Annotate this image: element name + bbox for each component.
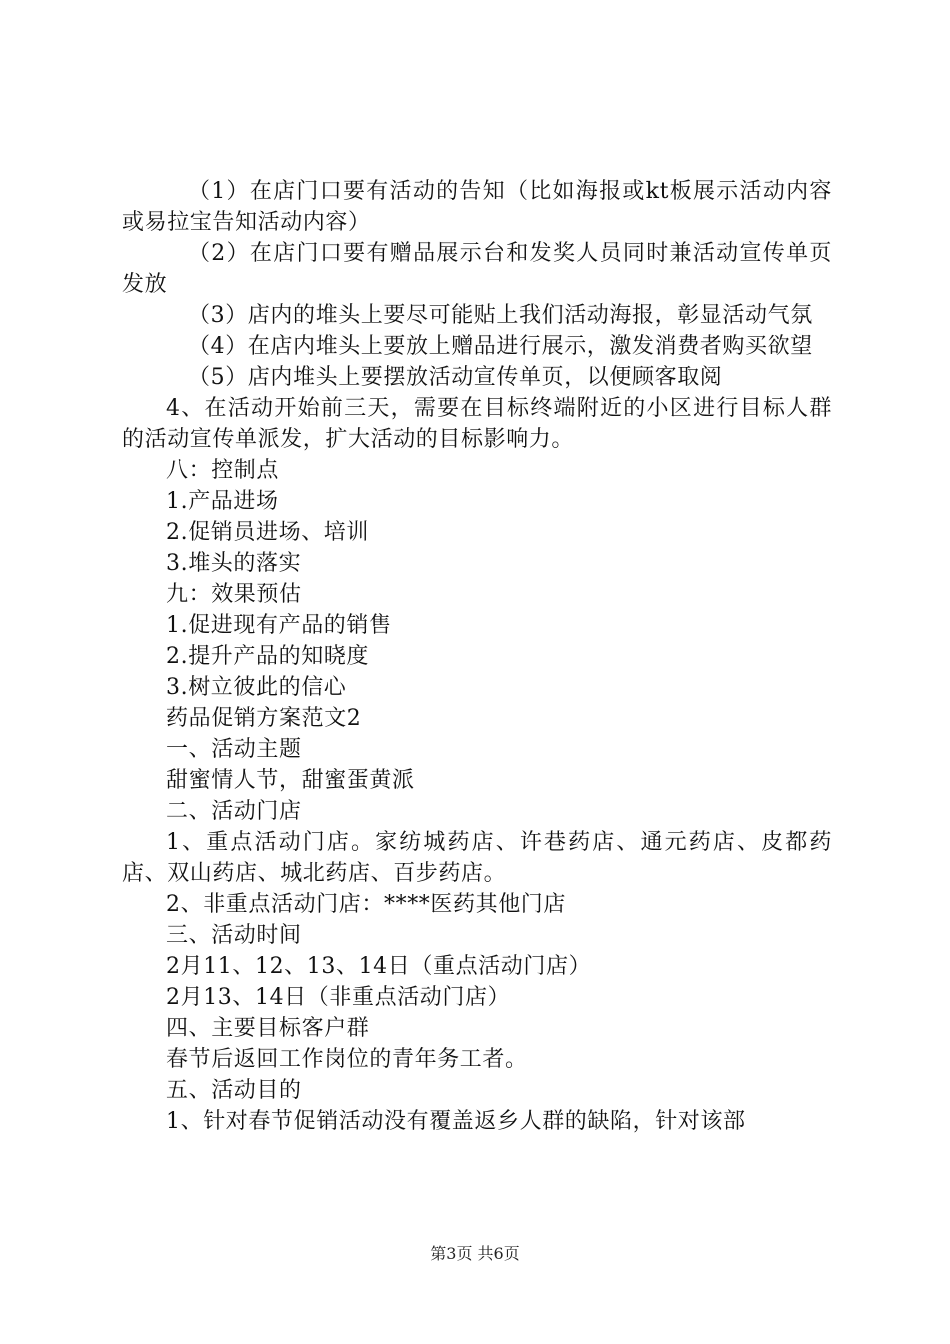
paragraph: 1.促进现有产品的销售 [166,613,392,638]
paragraph: 2月13、14日（非重点活动门店） [166,985,511,1010]
paragraph: 九：效果预估 [166,582,302,607]
paragraph: 药品促销方案范文2 [166,706,362,731]
paragraph: （3）店内的堆头上要尽可能贴上我们活动海报，彰显活动气氛 [188,303,813,328]
paragraph: 一、活动主题 [166,737,302,762]
paragraph: 2、非重点活动门店：****医药其他门店 [166,892,566,917]
paragraph: 2月11、12、13、14日（重点活动门店） [166,954,592,979]
paragraph: 2.促销员进场、培训 [166,520,369,545]
paragraph: 三、活动时间 [166,923,302,948]
paragraph: （2）在店门口要有赠品展示台和发奖人员同时兼活动宣传单页发放 [122,241,832,297]
paragraph: 二、活动门店 [166,799,302,824]
paragraph: （5）店内堆头上要摆放活动宣传单页，以便顾客取阅 [188,365,723,390]
paragraph: 甜蜜情人节，甜蜜蛋黄派 [166,768,415,793]
paragraph: 3.堆头的落实 [166,551,302,576]
paragraph: 2.提升产品的知晓度 [166,644,369,669]
paragraph: 八：控制点 [166,458,280,483]
document-body [122,176,832,1137]
paragraph: （1）在店门口要有活动的告知（比如海报或kt板展示活动内容或易拉宝告知活动内容） [122,179,832,235]
paragraph: 1、针对春节促销活动没有覆盖返乡人群的缺陷，针对该部 [166,1109,746,1134]
paragraph: 四、主要目标客户群 [166,1016,370,1041]
paragraph: 1.产品进场 [166,489,279,514]
paragraph: 五、活动目的 [166,1078,302,1103]
paragraph: 1、重点活动门店。家纺城药店、许巷药店、通元药店、皮都药店、双山药店、城北药店、百步药店。 [122,830,832,886]
paragraph: （4）在店内堆头上要放上赠品进行展示，激发消费者购买欲望 [188,334,813,359]
paragraph: 4、在活动开始前三天，需要在目标终端附近的小区进行目标人群的活动宣传单派发，扩大活动的目标影响力。 [122,396,832,452]
paragraph: 春节后返回工作岗位的青年务工者。 [166,1047,528,1072]
paragraph: 3.树立彼此的信心 [166,675,347,700]
page-footer: 第3页 共6页 [430,1244,520,1263]
